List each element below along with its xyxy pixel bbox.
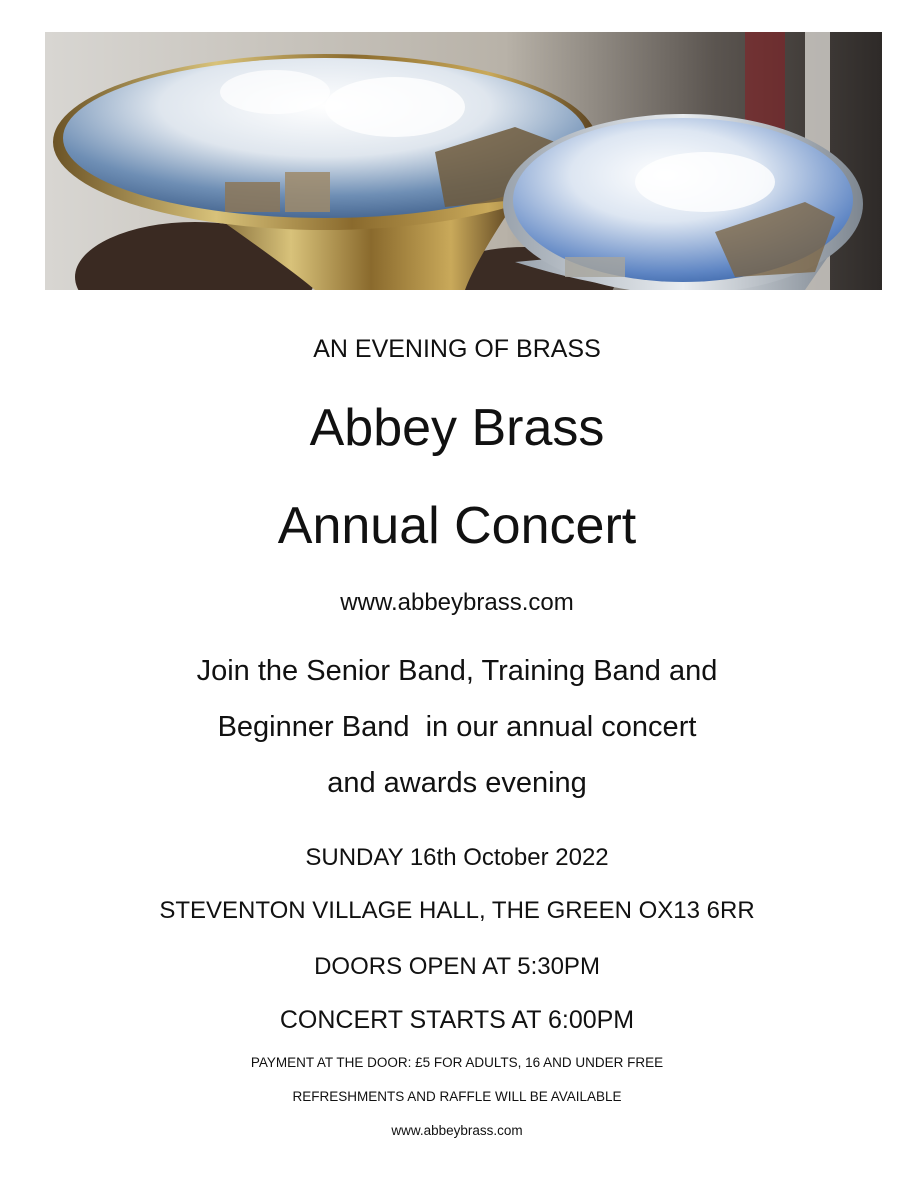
concert-title: Annual Concert (277, 497, 637, 555)
event-venue: STEVENTON VILLAGE HALL, THE GREEN OX13 6RR (159, 897, 755, 924)
concert-start-time: CONCERT STARTS AT 6:00PM (279, 1006, 635, 1034)
hero-photo (45, 32, 882, 290)
band-name-title: Abbey Brass (309, 399, 605, 457)
website-link-bottom[interactable]: www.abbeybrass.com (391, 1123, 523, 1138)
event-kicker: AN EVENING OF BRASS (313, 335, 601, 363)
doors-open-time: DOORS OPEN AT 5:30PM (314, 953, 600, 980)
description-line-1: Join the Senior Band, Training Band and (196, 655, 718, 687)
payment-info: PAYMENT AT THE DOOR: £5 FOR ADULTS, 16 AND UNDER FREE (250, 1055, 664, 1070)
refreshments-info: REFRESHMENTS AND RAFFLE WILL BE AVAILABLE (292, 1089, 622, 1104)
description-line-3: and awards evening (327, 767, 587, 799)
brass-bells-illustration (45, 32, 882, 290)
website-link-top[interactable]: www.abbeybrass.com (340, 589, 574, 616)
description-line-2: Beginner Band in our annual concert (217, 711, 697, 743)
event-date: SUNDAY 16th October 2022 (305, 844, 609, 871)
